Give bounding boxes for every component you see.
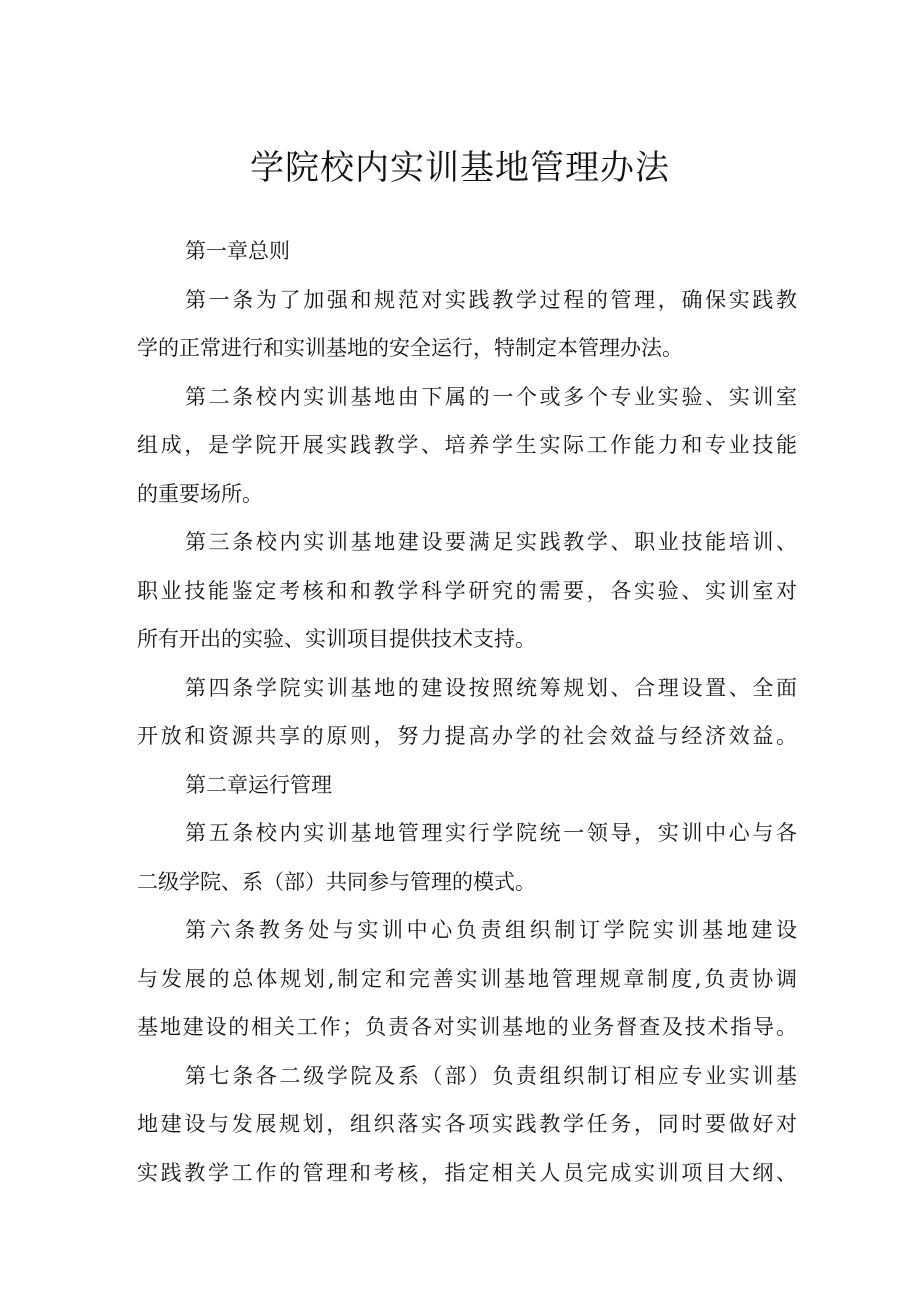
text-line: 第二章运行管理 [185, 772, 332, 797]
text-line: 第五条校内实训基地管理实行学院统一领导，实训中心与各 [185, 821, 797, 845]
text-line: 第一章总则 [185, 239, 290, 263]
text-line: 学的正常进行和实训基地的安全运行，特制定本管理办法。 [137, 336, 683, 360]
text-line: 第二条校内实训基地由下属的一个或多个专业实验、实训室 [185, 384, 797, 409]
text-line: 地建设与发展规划，组织落实各项实践教学任务，同时要做好对 [137, 1112, 797, 1136]
text-line: 的重要场所。 [137, 481, 263, 506]
text-line: 组成，是学院开展实践教学、培养学生实际工作能力和专业技能 [137, 433, 797, 457]
text-line: 第三条校内实训基地建设要满足实践教学、职业技能培训、 [185, 530, 797, 554]
text-line: 实践教学工作的管理和考核，指定相关人员完成实训项目大纲、 [137, 1160, 797, 1185]
document-title: 学院校内实训基地管理办法 [250, 148, 670, 188]
text-line: 二级学院、系（部）共同参与管理的模式。 [137, 869, 536, 894]
text-line: 第一条为了加强和规范对实践教学过程的管理，确保实践教 [185, 287, 797, 312]
text-line: 与发展的总体规划,制定和完善实训基地管理规章制度,负责协调 [137, 966, 797, 991]
text-line: 第六条教务处与实训中心负责组织制订学院实训基地建设 [185, 918, 797, 942]
text-line: 基地建设的相关工作；负责各对实训基地的业务督查及技术指导。 [137, 1015, 797, 1039]
text-line: 第七条各二级学院及系（部）负责组织制订相应专业实训基 [185, 1063, 797, 1088]
document-body [137, 227, 797, 1197]
text-line: 所有开出的实验、实训项目提供技术支持。 [137, 627, 536, 651]
text-line: 开放和资源共享的原则，努力提高办学的社会效益与经济效益。 [137, 724, 797, 748]
text-line: 职业技能鉴定考核和和教学科学研究的需要，各实验、实训室对 [137, 578, 797, 603]
text-line: 第四条学院实训基地的建设按照统筹规划、合理设置、全面 [185, 675, 797, 700]
